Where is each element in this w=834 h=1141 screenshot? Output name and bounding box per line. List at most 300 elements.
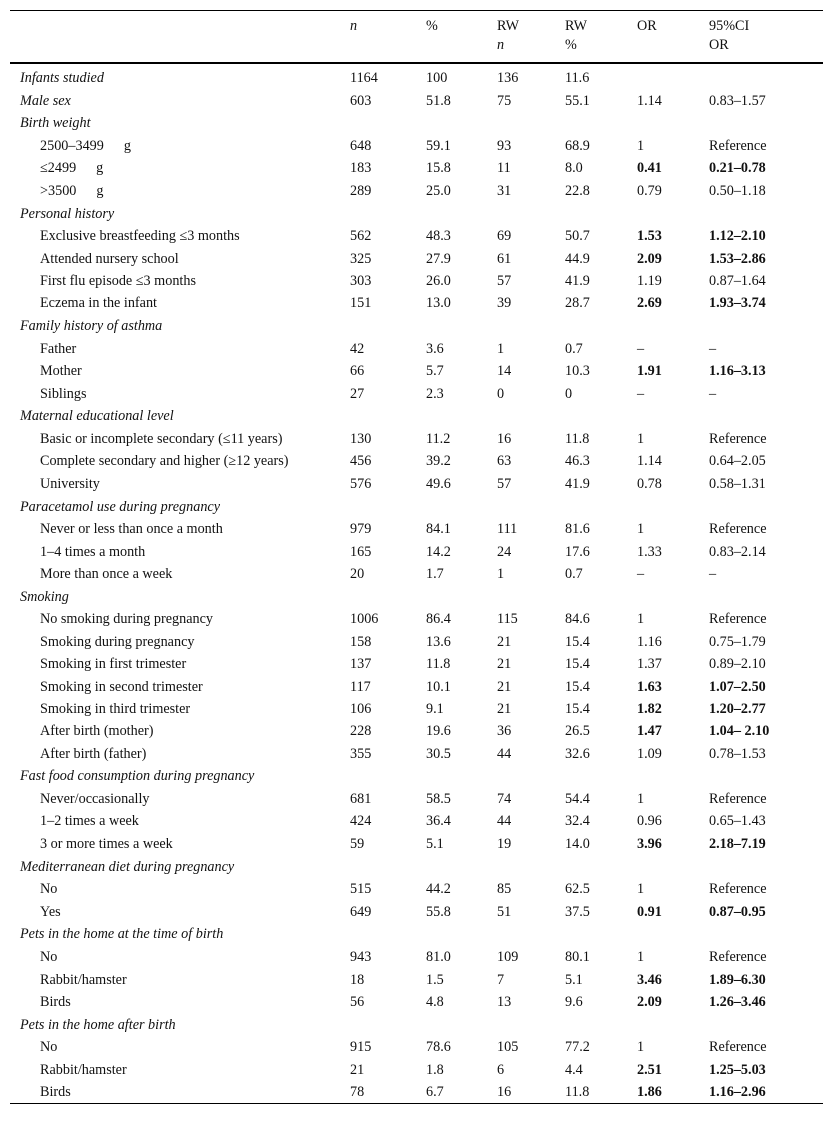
cell-rw-pct: 32.4 (565, 813, 590, 830)
cell-rw-pct: 68.9 (565, 138, 590, 155)
table-row (10, 180, 823, 202)
cell-pct: 19.6 (426, 723, 451, 740)
row-label (10, 89, 350, 111)
cell-rw-n: 51 (497, 903, 512, 920)
cell-rw-n: 13 (497, 993, 512, 1010)
row-label (10, 225, 350, 247)
cell-n: 648 (350, 138, 372, 155)
cell-ci: 0.75–1.79 (709, 633, 766, 650)
cell-or: 1 (637, 949, 645, 966)
cell-n: 21 (350, 1061, 365, 1078)
cell-or: 2.09 (637, 250, 662, 267)
row-label-text: Complete secondary and higher (≥12 years) (40, 453, 289, 470)
cell-ci: Reference (709, 949, 767, 966)
row-label (10, 450, 350, 472)
row-label-text: First flu episode ≤3 months (40, 272, 196, 289)
cell-rw-n: 61 (497, 250, 512, 267)
section-row (10, 765, 823, 788)
cell-rw-n: 57 (497, 475, 512, 492)
row-label (10, 270, 350, 292)
cell-pct: 100 (426, 70, 448, 87)
cell-or: 1 (637, 1039, 645, 1056)
cell-or: 1 (637, 521, 645, 538)
cell-rw-pct: 11.8 (565, 431, 590, 448)
table-row (10, 428, 823, 450)
header-rw-n (497, 11, 565, 64)
table-row (10, 135, 823, 157)
row-label-text: No (40, 881, 58, 898)
cell-rw-pct: 41.9 (565, 475, 590, 492)
cell-rw-pct: 4.4 (565, 1061, 583, 1078)
row-label-text: 1–4 times a month (40, 543, 146, 560)
cell-ci: 1.53–2.86 (709, 250, 766, 267)
row-label-text: After birth (mother) (40, 723, 154, 740)
row-label-text: 3 or more times a week (40, 835, 173, 852)
cell-pct: 13.6 (426, 633, 451, 650)
cell-n: 18 (350, 971, 365, 988)
table-row (10, 360, 823, 382)
row-label (10, 135, 350, 157)
table-row (10, 946, 823, 968)
row-label-text: Yes (40, 903, 61, 920)
cell-or: 1.63 (637, 678, 662, 695)
cell-pct: 58.5 (426, 791, 451, 808)
cell-rw-n: 36 (497, 723, 512, 740)
cell-rw-pct: 44.9 (565, 250, 590, 267)
table-row (10, 608, 823, 630)
cell-rw-n: 1 (497, 340, 505, 357)
section-row (10, 495, 823, 518)
cell-pct: 6.7 (426, 1084, 444, 1101)
cell-ci: 1.16–2.96 (709, 1084, 766, 1101)
table-row (10, 89, 823, 111)
cell-or: 1 (637, 881, 645, 898)
cell-rw-n: 69 (497, 228, 512, 245)
cell-or: 1.82 (637, 700, 662, 717)
header-pct (426, 11, 497, 64)
cell-ci: 0.83–2.14 (709, 543, 766, 560)
cell-n: 228 (350, 723, 372, 740)
cell-pct: 55.8 (426, 903, 451, 920)
cell-ci: 1.25–5.03 (709, 1061, 766, 1078)
row-label-text: Birds (40, 1084, 71, 1101)
row-label-text: Siblings (40, 385, 87, 402)
cell-rw-n: 63 (497, 453, 512, 470)
cell-n: 78 (350, 1084, 365, 1101)
row-label (10, 608, 350, 630)
row-label-text: Father (40, 340, 77, 357)
row-label-unit: g (96, 160, 104, 177)
row-label (10, 653, 350, 675)
cell-rw-n: 57 (497, 272, 512, 289)
cell-rw-pct: 46.3 (565, 453, 590, 470)
cell-n: 137 (350, 656, 372, 673)
row-label-text: Basic or incomplete secondary (≤11 years) (40, 431, 283, 448)
cell-ci: 0.78–1.53 (709, 745, 766, 762)
cell-rw-pct: 0.7 (565, 565, 583, 582)
cell-or: 1.37 (637, 656, 662, 673)
row-label-text: Smoking in third trimester (40, 700, 191, 717)
header-ci (709, 11, 823, 64)
cell-rw-pct: 22.8 (565, 182, 590, 199)
cell-ci: 1.16–3.13 (709, 363, 766, 380)
row-label-unit: g (123, 138, 131, 155)
cell-ci: 0.65–1.43 (709, 813, 766, 830)
cell-pct: 2.3 (426, 385, 444, 402)
row-label (10, 720, 350, 742)
table-header (10, 11, 823, 64)
cell-or: 2.69 (637, 295, 662, 312)
cell-n: 915 (350, 1039, 372, 1056)
cell-rw-pct: 62.5 (565, 881, 590, 898)
cell-rw-pct: 32.6 (565, 745, 590, 762)
cell-rw-n: 39 (497, 295, 512, 312)
row-label-unit: g (96, 182, 104, 199)
table-row (10, 540, 823, 562)
cell-rw-n: 75 (497, 92, 512, 109)
cell-ci: Reference (709, 431, 767, 448)
header-rw-pct (565, 11, 637, 64)
row-label (10, 742, 350, 764)
cell-ci: 2.18–7.19 (709, 835, 766, 852)
cell-ci: 1.89–6.30 (709, 971, 766, 988)
row-label-text: Birds (40, 993, 71, 1010)
cell-or: – (637, 340, 645, 357)
section-row (10, 585, 823, 608)
cell-pct: 1.5 (426, 971, 444, 988)
row-label-text: No (40, 1039, 58, 1056)
cell-or: 0.79 (637, 182, 662, 199)
cell-n: 165 (350, 543, 372, 560)
row-label (10, 675, 350, 697)
cell-pct: 84.1 (426, 521, 451, 538)
row-label (10, 63, 350, 89)
cell-ci: 0.83–1.57 (709, 92, 766, 109)
section-row (10, 855, 823, 878)
header-label (10, 11, 350, 64)
header-or (637, 11, 709, 64)
section-label: Pets in the home after birth (20, 1016, 176, 1033)
cell-or: 1.86 (637, 1084, 662, 1101)
cell-rw-pct: 26.5 (565, 723, 590, 740)
cell-rw-n: 44 (497, 813, 512, 830)
cell-pct: 25.0 (426, 182, 451, 199)
cell-or: 0.96 (637, 813, 662, 830)
section-label: Smoking (20, 588, 69, 605)
cell-rw-pct: 55.1 (565, 92, 590, 109)
cell-ci: 0.58–1.31 (709, 475, 766, 492)
table-row (10, 225, 823, 247)
cell-or: – (637, 385, 645, 402)
row-label (10, 991, 350, 1013)
cell-or: 1 (637, 611, 645, 628)
risk-factors-table (10, 10, 823, 1104)
cell-n: 20 (350, 565, 365, 582)
cell-ci: 0.89–2.10 (709, 656, 766, 673)
cell-n: 183 (350, 160, 372, 177)
cell-rw-pct: 8.0 (565, 160, 583, 177)
cell-pct: 86.4 (426, 611, 451, 628)
cell-ci: – (709, 340, 717, 357)
cell-rw-pct: 37.5 (565, 903, 590, 920)
section-label: Family history of asthma (20, 318, 163, 335)
row-label-text: >3500 (40, 182, 77, 199)
table-row (10, 653, 823, 675)
cell-pct: 59.1 (426, 138, 451, 155)
cell-rw-n: 11 (497, 160, 511, 177)
cell-pct: 14.2 (426, 543, 451, 560)
cell-or: 1.16 (637, 633, 662, 650)
table-row (10, 1081, 823, 1104)
table-row (10, 338, 823, 360)
cell-or: – (637, 565, 645, 582)
cell-rw-n: 16 (497, 1084, 512, 1101)
section-label: Paracetamol use during pregnancy (20, 498, 221, 515)
row-label-text: Never or less than once a month (40, 521, 223, 538)
cell-pct: 1.7 (426, 565, 444, 582)
cell-n: 158 (350, 633, 372, 650)
table-row (10, 742, 823, 764)
header-rw-n-line2: n (497, 37, 505, 53)
cell-rw-n: 115 (497, 611, 518, 628)
cell-n: 151 (350, 295, 372, 312)
cell-rw-pct: 41.9 (565, 272, 590, 289)
cell-ci: 1.12–2.10 (709, 228, 766, 245)
cell-or: 1 (637, 431, 645, 448)
cell-rw-n: 6 (497, 1061, 505, 1078)
section-label: Pets in the home at the time of birth (20, 926, 224, 943)
cell-pct: 30.5 (426, 745, 451, 762)
cell-or: 0.41 (637, 160, 662, 177)
cell-n: 424 (350, 813, 372, 830)
table-row (10, 450, 823, 472)
cell-pct: 26.0 (426, 272, 451, 289)
cell-ci: Reference (709, 138, 767, 155)
table-row (10, 292, 823, 314)
cell-pct: 81.0 (426, 949, 451, 966)
table-row (10, 1036, 823, 1058)
cell-rw-n: 7 (497, 971, 505, 988)
cell-rw-n: 136 (497, 70, 519, 87)
section-label: Birth weight (20, 115, 91, 132)
cell-n: 681 (350, 791, 372, 808)
cell-pct: 78.6 (426, 1039, 451, 1056)
table-row (10, 63, 823, 89)
cell-ci: 1.93–3.74 (709, 295, 766, 312)
row-label (10, 247, 350, 269)
row-label (10, 180, 350, 202)
header-or-line1: OR (637, 18, 657, 34)
cell-ci: Reference (709, 881, 767, 898)
cell-rw-n: 21 (497, 700, 512, 717)
cell-rw-pct: 15.4 (565, 656, 590, 673)
cell-rw-pct: 50.7 (565, 228, 590, 245)
header-rw-n-line1: RW (497, 18, 520, 34)
table-row (10, 698, 823, 720)
cell-n: 515 (350, 881, 372, 898)
cell-pct: 5.7 (426, 363, 444, 380)
cell-pct: 13.0 (426, 295, 451, 312)
cell-ci: 1.26–3.46 (709, 993, 766, 1010)
table-row (10, 810, 823, 832)
cell-or: 1.47 (637, 723, 662, 740)
cell-rw-n: 14 (497, 363, 512, 380)
cell-ci: Reference (709, 1039, 767, 1056)
cell-or: 1.53 (637, 228, 662, 245)
row-label-text: Smoking in second trimester (40, 678, 203, 695)
cell-n: 303 (350, 272, 372, 289)
table-row (10, 518, 823, 540)
cell-ci: Reference (709, 791, 767, 808)
cell-ci: – (709, 385, 717, 402)
section-row (10, 405, 823, 428)
cell-rw-pct: 10.3 (565, 363, 590, 380)
row-label (10, 428, 350, 450)
cell-n: 943 (350, 949, 372, 966)
row-label-text: Infants studied (20, 70, 104, 87)
table-row (10, 900, 823, 922)
cell-ci: – (709, 565, 717, 582)
row-label (10, 360, 350, 382)
cell-n: 130 (350, 431, 372, 448)
cell-n: 59 (350, 835, 365, 852)
cell-rw-n: 0 (497, 385, 505, 402)
row-label-text: After birth (father) (40, 745, 147, 762)
row-label (10, 631, 350, 653)
cell-pct: 11.2 (426, 431, 451, 448)
row-label (10, 698, 350, 720)
row-label-text: No (40, 949, 58, 966)
cell-rw-pct: 11.6 (565, 70, 590, 87)
section-label: Fast food consumption during pregnancy (20, 768, 255, 785)
section-row (10, 202, 823, 225)
cell-or: 2.09 (637, 993, 662, 1010)
section-label: Maternal educational level (20, 408, 174, 425)
cell-n: 117 (350, 678, 371, 695)
table-row (10, 788, 823, 810)
table-row (10, 991, 823, 1013)
cell-rw-pct: 14.0 (565, 835, 590, 852)
row-label (10, 563, 350, 585)
section-label: Personal history (20, 205, 115, 222)
cell-or: 0.91 (637, 903, 662, 920)
cell-rw-n: 105 (497, 1039, 519, 1056)
row-label (10, 946, 350, 968)
cell-n: 42 (350, 340, 365, 357)
table-row (10, 878, 823, 900)
row-label (10, 788, 350, 810)
cell-ci: 0.87–1.64 (709, 272, 766, 289)
row-label (10, 382, 350, 404)
cell-n: 56 (350, 993, 365, 1010)
row-label (10, 968, 350, 990)
row-label (10, 833, 350, 855)
cell-n: 1006 (350, 611, 379, 628)
row-label (10, 473, 350, 495)
row-label-text: Smoking during pregnancy (40, 633, 195, 650)
cell-pct: 5.1 (426, 835, 444, 852)
table-row (10, 473, 823, 495)
cell-n: 576 (350, 475, 372, 492)
row-label-text: No smoking during pregnancy (40, 611, 213, 628)
cell-or: 1 (637, 138, 645, 155)
cell-rw-n: 85 (497, 881, 512, 898)
cell-rw-pct: 77.2 (565, 1039, 590, 1056)
cell-rw-pct: 15.4 (565, 633, 590, 650)
cell-pct: 1.8 (426, 1061, 444, 1078)
table-row (10, 382, 823, 404)
table-row (10, 1059, 823, 1081)
row-label (10, 1081, 350, 1104)
cell-pct: 10.1 (426, 678, 451, 695)
table-row (10, 675, 823, 697)
cell-pct: 4.8 (426, 993, 444, 1010)
cell-or (637, 63, 709, 89)
cell-rw-n: 111 (497, 521, 518, 538)
row-label-text: Rabbit/hamster (40, 971, 127, 988)
cell-rw-n: 21 (497, 656, 512, 673)
table-row (10, 968, 823, 990)
row-label-text: University (40, 475, 100, 492)
cell-n: 649 (350, 903, 372, 920)
row-label (10, 518, 350, 540)
table-body (10, 63, 823, 1104)
cell-rw-pct: 15.4 (565, 700, 590, 717)
cell-pct: 36.4 (426, 813, 451, 830)
section-row (10, 1013, 823, 1036)
cell-rw-n: 93 (497, 138, 512, 155)
cell-n: 562 (350, 228, 372, 245)
cell-n: 979 (350, 521, 372, 538)
cell-n: 325 (350, 250, 372, 267)
table-row (10, 833, 823, 855)
row-label (10, 338, 350, 360)
cell-ci: 0.50–1.18 (709, 182, 766, 199)
section-label: Mediterranean diet during pregnancy (20, 858, 235, 875)
cell-rw-n: 1 (497, 565, 505, 582)
cell-or: 1.09 (637, 745, 662, 762)
cell-n: 456 (350, 453, 372, 470)
cell-pct: 27.9 (426, 250, 451, 267)
cell-or: 1.14 (637, 453, 662, 470)
cell-or: 3.46 (637, 971, 662, 988)
cell-rw-n: 21 (497, 678, 512, 695)
cell-n: 106 (350, 700, 372, 717)
section-row (10, 112, 823, 135)
cell-rw-pct: 15.4 (565, 678, 590, 695)
row-label-text: Attended nursery school (40, 250, 179, 267)
cell-ci: 1.20–2.77 (709, 700, 766, 717)
cell-pct: 39.2 (426, 453, 451, 470)
table-row (10, 270, 823, 292)
row-label-text: Smoking in first trimester (40, 656, 187, 673)
cell-or: 3.96 (637, 835, 662, 852)
header-n-line1: n (350, 18, 358, 34)
table-row (10, 247, 823, 269)
cell-ci: 1.04– 2.10 (709, 723, 770, 740)
header-ci-line1: 95%CI (709, 18, 750, 34)
row-label (10, 1059, 350, 1081)
cell-or: 1 (637, 791, 645, 808)
header-rw-pct-line1: RW (565, 18, 588, 34)
header-row (10, 11, 823, 64)
row-label (10, 157, 350, 179)
section-row (10, 923, 823, 946)
cell-n: 603 (350, 92, 372, 109)
cell-rw-pct: 80.1 (565, 949, 590, 966)
row-label (10, 810, 350, 832)
row-label-text: 1–2 times a week (40, 813, 139, 830)
